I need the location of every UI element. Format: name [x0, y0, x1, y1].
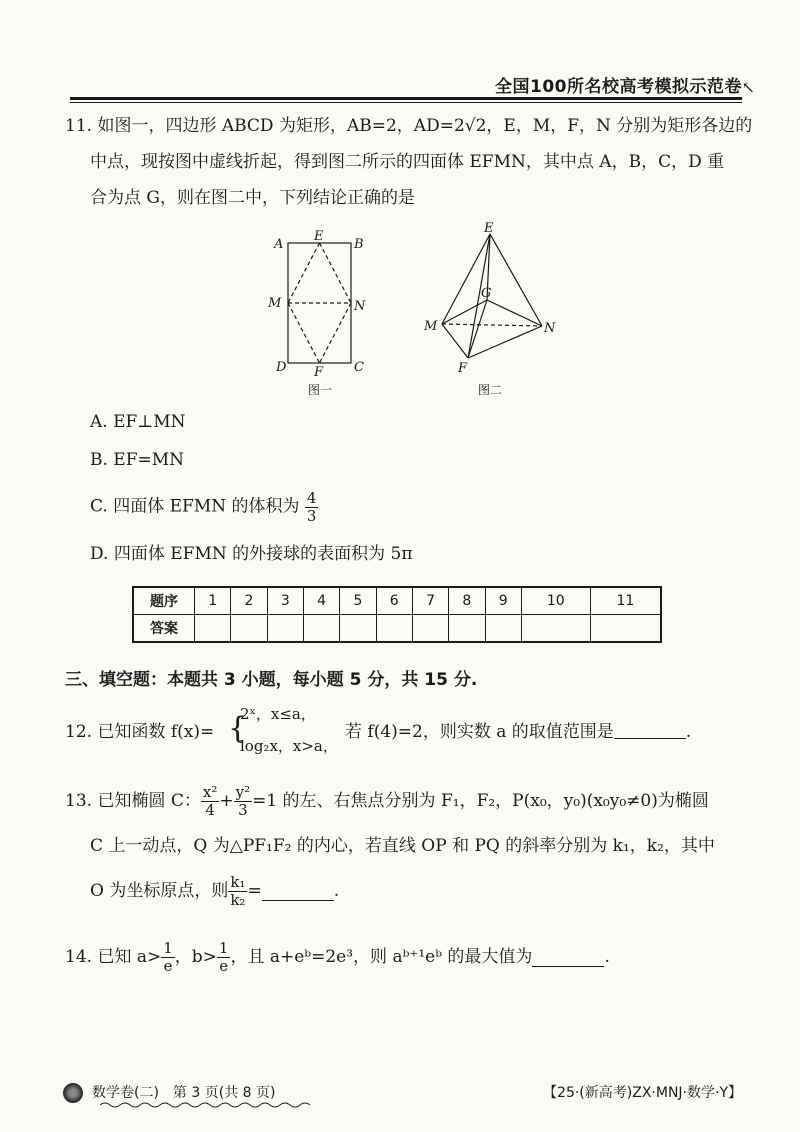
answer-cell[interactable] [412, 615, 448, 643]
q11-line1: 11. 如图一，四边形 ABCD 为矩形，AB=2，AD=2√2，E，M，F，N 分别为矩形各边的 [65, 116, 753, 136]
answer-table-number: 4 [303, 587, 339, 615]
fig2-label-E: E [484, 221, 494, 236]
answer-table-number: 8 [449, 587, 485, 615]
answer-cell[interactable] [590, 615, 661, 643]
fig2-caption: 图二 [478, 383, 503, 397]
q14-suffix: ，且 a+eᵇ=2e³，则 aᵇ⁺¹eᵇ 的最大值为 [230, 947, 533, 967]
q13-fraction-y [234, 784, 253, 818]
answer-table-header-answer: 答案 [133, 615, 195, 643]
q12-answer-blank[interactable] [614, 720, 686, 739]
fraction-denominator: 3 [306, 506, 317, 525]
q11-line2: 中点，现按图中虚线折起，得到图二所示的四面体 EFMN，其中点 A，B，C，D 重 [90, 152, 725, 172]
answer-table [132, 586, 662, 643]
q13-end: . [333, 881, 340, 901]
q13-line3 [90, 874, 339, 908]
q13-line1-prefix: 13. 已知椭圆 C： [65, 791, 201, 811]
fraction-denominator: 3 [238, 800, 248, 819]
answer-table-row-answers [133, 615, 661, 643]
fraction-denominator: e [219, 956, 229, 975]
q14-line [65, 940, 610, 974]
q14-answer-blank[interactable] [532, 948, 604, 967]
fraction-numerator: y² [235, 783, 251, 801]
fraction-numerator: 1 [163, 939, 173, 957]
q13-fraction-x [201, 784, 219, 818]
q11-option-c-text: C. 四面体 EFMN 的体积为 [90, 496, 300, 517]
answer-table-row-numbers [133, 587, 661, 615]
fraction-numerator: 4 [306, 489, 317, 507]
answer-table-number: 5 [340, 587, 376, 615]
answer-cell[interactable] [267, 615, 303, 643]
header-rule-thin [70, 102, 742, 103]
q14-mid: ，b> [174, 947, 217, 967]
fig1-label-A: A [274, 237, 284, 252]
fraction-denominator: 4 [205, 800, 215, 819]
header-title: 全国100所名校高考模拟示范卷 [495, 77, 742, 97]
fraction-denominator: k₂ [230, 890, 246, 909]
answer-table-number: 10 [521, 587, 590, 615]
header-decoration-icon: ↖ [741, 78, 755, 97]
q13-answer-blank[interactable] [262, 882, 334, 901]
q12-case-2: log₂x，x>a， [240, 737, 338, 755]
q12-suffix [345, 718, 691, 746]
q12-end: . [685, 722, 692, 742]
header-rule [70, 97, 742, 100]
fraction-numerator: x² [202, 783, 218, 801]
answer-cell[interactable] [195, 615, 231, 643]
q11-option-a: A. EF⊥MN [90, 412, 186, 432]
fig2-label-M: M [424, 319, 438, 334]
q11-option-c-fraction [305, 490, 319, 524]
fig1-label-D: D [276, 360, 287, 375]
q14-end: . [604, 947, 610, 967]
q13-line1 [65, 784, 709, 818]
footer-code: 【25·(新高考)ZX·MNJ·数学·Y】 [543, 1085, 742, 1101]
answer-table-number: 7 [412, 587, 448, 615]
q13-line3-prefix: O 为坐标原点，则 [90, 881, 229, 901]
fig2-label-N: N [544, 321, 556, 336]
answer-table-number: 6 [376, 587, 412, 615]
answer-cell[interactable] [376, 615, 412, 643]
answer-table-number: 1 [195, 587, 231, 615]
q14-fraction-a [161, 940, 175, 974]
fig1-label-B: B [354, 237, 364, 252]
fraction-numerator: k₁ [230, 873, 246, 891]
q11-option-d: D. 四面体 EFMN 的外接球的表面积为 5π [90, 544, 413, 564]
answer-cell[interactable] [485, 615, 521, 643]
fig2-label-G: G [481, 286, 492, 301]
answer-table-number: 9 [485, 587, 521, 615]
answer-cell[interactable] [303, 615, 339, 643]
q12-suffix-text: 若 f(4)=2，则实数 a 的取值范围是 [345, 722, 614, 742]
answer-cell[interactable] [231, 615, 267, 643]
q11-line3: 合为点 G，则在图二中，下列结论正确的是 [90, 188, 415, 208]
plus-sign: + [219, 791, 234, 811]
fig1-label-C: C [354, 360, 364, 375]
answer-table-number: 3 [267, 587, 303, 615]
answer-table-number: 2 [231, 587, 267, 615]
q11-option-c [90, 490, 318, 524]
footer-page-info: 数学卷(二) 第 3 页(共 8 页) [92, 1085, 276, 1101]
answer-cell[interactable] [340, 615, 376, 643]
figure-2 [420, 220, 570, 398]
fig1-label-M: M [268, 296, 282, 311]
answer-cell[interactable] [449, 615, 485, 643]
section-3-title: 三、填空题：本题共 3 小题，每小题 5 分，共 15 分. [65, 670, 478, 690]
q12-brace: { [228, 711, 248, 746]
q11-option-b: B. EF=MN [90, 450, 185, 470]
q14-prefix: 14. 已知 a> [65, 947, 162, 967]
answer-cell[interactable] [521, 615, 590, 643]
q13-fraction-k [228, 874, 247, 908]
footer-wave-decoration [100, 1101, 315, 1109]
q14-fraction-b [217, 940, 231, 974]
fig1-label-E: E [314, 229, 324, 244]
q13-line2: C 上一动点，Q 为△PF₁F₂ 的内心，若直线 OP 和 PQ 的斜率分别为 k₁，k₂，其中 [90, 836, 715, 856]
q13-line1-suffix: =1 的左、右焦点分别为 F₁，F₂，P(x₀，y₀)(x₀y₀≠0)为椭圆 [252, 791, 709, 811]
q12-prefix: 12. 已知函数 f(x)= [65, 722, 215, 742]
fig1-caption: 图一 [308, 383, 333, 397]
q12-case-1: 2ˣ，x≤a， [240, 705, 316, 723]
answer-table-header-number: 题序 [133, 587, 195, 615]
fig2-label-F: F [458, 361, 468, 376]
fig1-label-F: F [314, 365, 324, 380]
fraction-numerator: 1 [218, 939, 229, 957]
footer-badge-icon [63, 1083, 83, 1103]
fig1-label-N: N [354, 299, 366, 314]
figure-1 [262, 228, 382, 398]
equals-sign: = [247, 881, 262, 901]
fraction-denominator: e [163, 956, 173, 975]
answer-table-number: 11 [590, 587, 661, 615]
